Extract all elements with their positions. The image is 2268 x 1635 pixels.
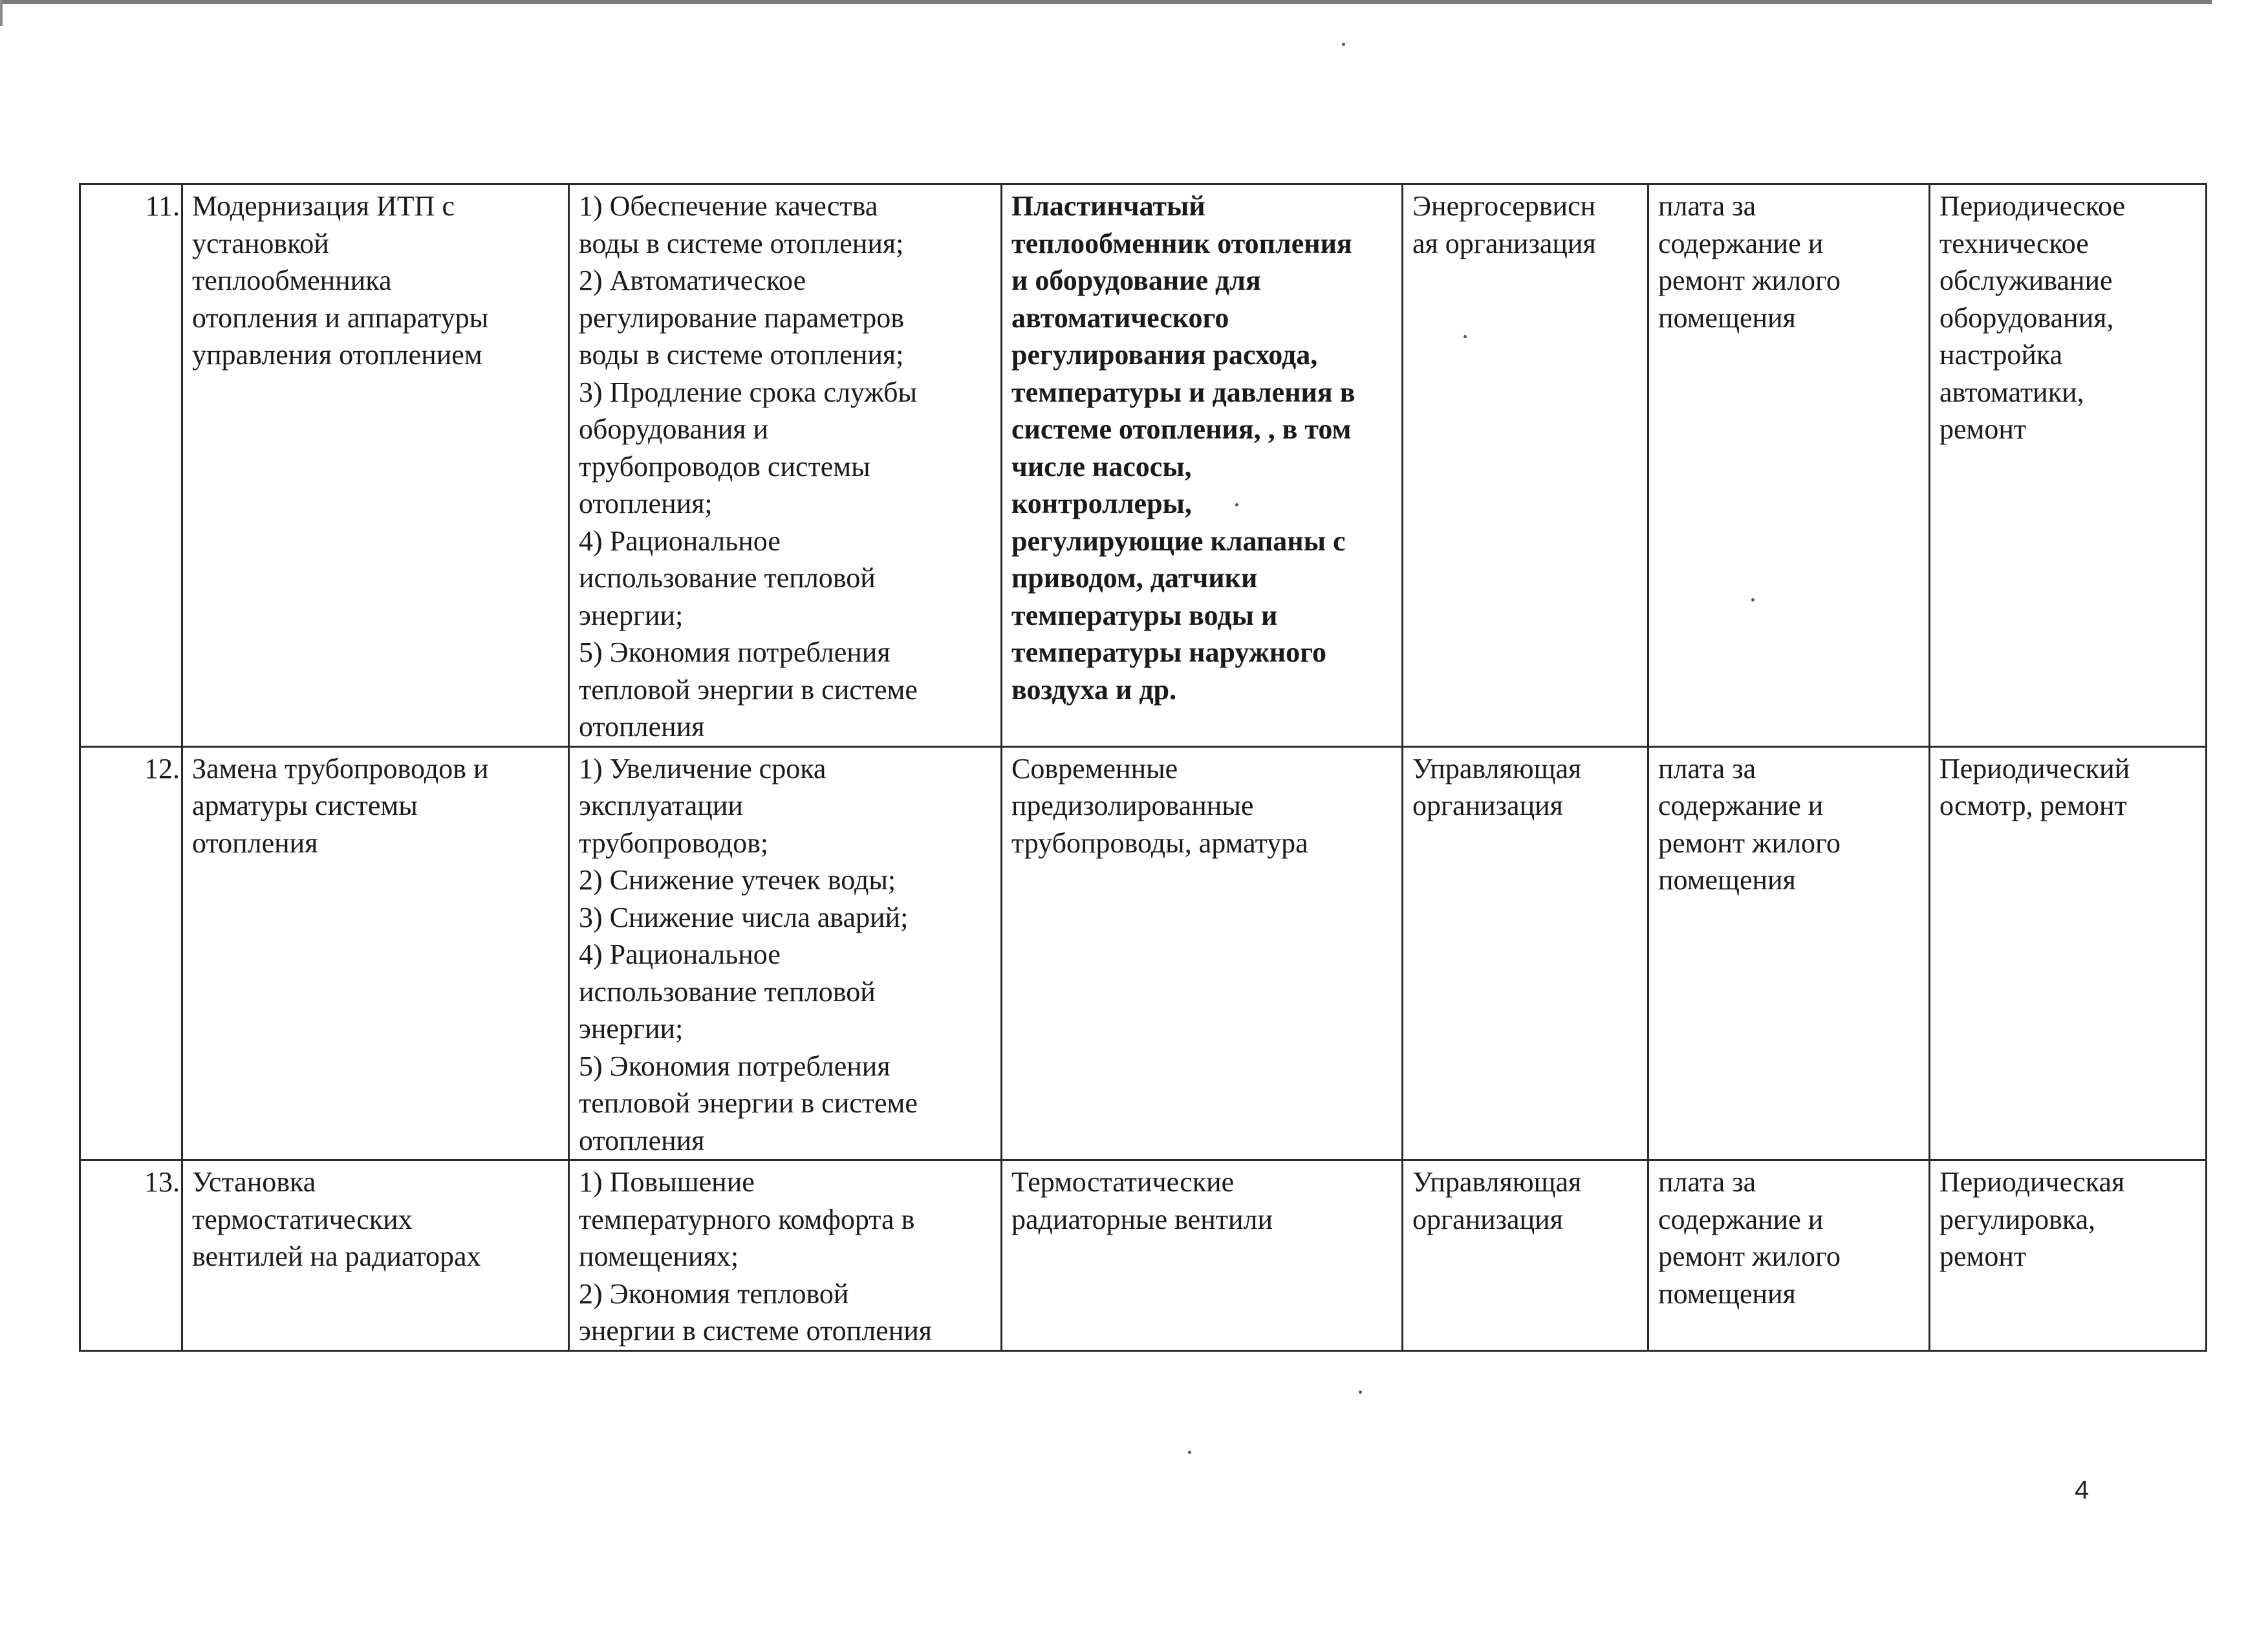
scan-speck	[1188, 1451, 1191, 1454]
equipment-cell: Термостатические радиаторные вентили	[1002, 1160, 1403, 1351]
row-number: 12.	[80, 746, 182, 1160]
scan-speck	[1463, 335, 1467, 338]
page-number: 4	[2075, 1476, 2090, 1504]
scan-speck	[1359, 1391, 1362, 1394]
table-row	[80, 1160, 2207, 1351]
maintenance-cell: Периодический осмотр, ремонт	[1930, 746, 2207, 1160]
equipment-cell: Пластинчатый теплообменник отопления и оборудование для автоматического регулирования расхода, температуры и давления в системе отопления, , в том числе насосы, контроллеры, регулирующие клапаны с приводом, датчики температуры воды и температуры наружного воздуха и др.	[1002, 184, 1403, 747]
measure-cell: Модернизация ИТП с установкой теплообменника отопления и аппаратуры управления отоплением	[182, 184, 569, 747]
effect-cell: 1) Повышение температурного комфорта в помещениях; 2) Экономия тепловой энергии в системе отопления	[569, 1160, 1002, 1351]
executor-cell: Управляющая организация	[1403, 746, 1648, 1160]
equipment-cell: Современные предизолированные трубопроводы, арматура	[1002, 746, 1403, 1160]
funding-cell: плата за содержание и ремонт жилого помещения	[1648, 746, 1930, 1160]
scan-top-edge	[0, 0, 2212, 4]
executor-cell: Энергосервисн ая организация	[1403, 184, 1648, 747]
effect-cell: 1) Обеспечение качества воды в системе отопления; 2) Автоматическое регулирование параметров воды в системе отопления; 3) Продление срока службы оборудования и трубопроводов системы отопления; 4) Рациональное использование тепловой энергии; 5) Экономия потребления тепловой энергии в системе отопления	[569, 184, 1002, 747]
table-row	[80, 746, 2207, 1160]
row-number: 11.	[80, 184, 182, 747]
measures-table	[79, 183, 2207, 1352]
table-row	[80, 184, 2207, 747]
measure-cell: Установка термостатических вентилей на радиаторах	[182, 1160, 569, 1351]
measure-cell: Замена трубопроводов и арматуры системы отопления	[182, 746, 569, 1160]
scan-speck	[1342, 43, 1345, 46]
scan-speck	[1235, 503, 1238, 506]
funding-cell: плата за содержание и ремонт жилого помещения	[1648, 1160, 1930, 1351]
funding-cell: плата за содержание и ремонт жилого помещения	[1648, 184, 1930, 747]
scan-left-edge	[0, 0, 3, 26]
executor-cell: Управляющая организация	[1403, 1160, 1648, 1351]
row-number: 13.	[80, 1160, 182, 1351]
scan-speck	[1751, 598, 1755, 601]
effect-cell: 1) Увеличение срока эксплуатации трубопроводов; 2) Снижение утечек воды; 3) Снижение числа аварий; 4) Рациональное использование тепловой энергии; 5) Экономия потребления тепловой энергии в системе отопления	[569, 746, 1002, 1160]
maintenance-cell: Периодическая регулировка, ремонт	[1930, 1160, 2207, 1351]
maintenance-cell: Периодическое техническое обслуживание оборудования, настройка автоматики, ремонт	[1930, 184, 2207, 747]
